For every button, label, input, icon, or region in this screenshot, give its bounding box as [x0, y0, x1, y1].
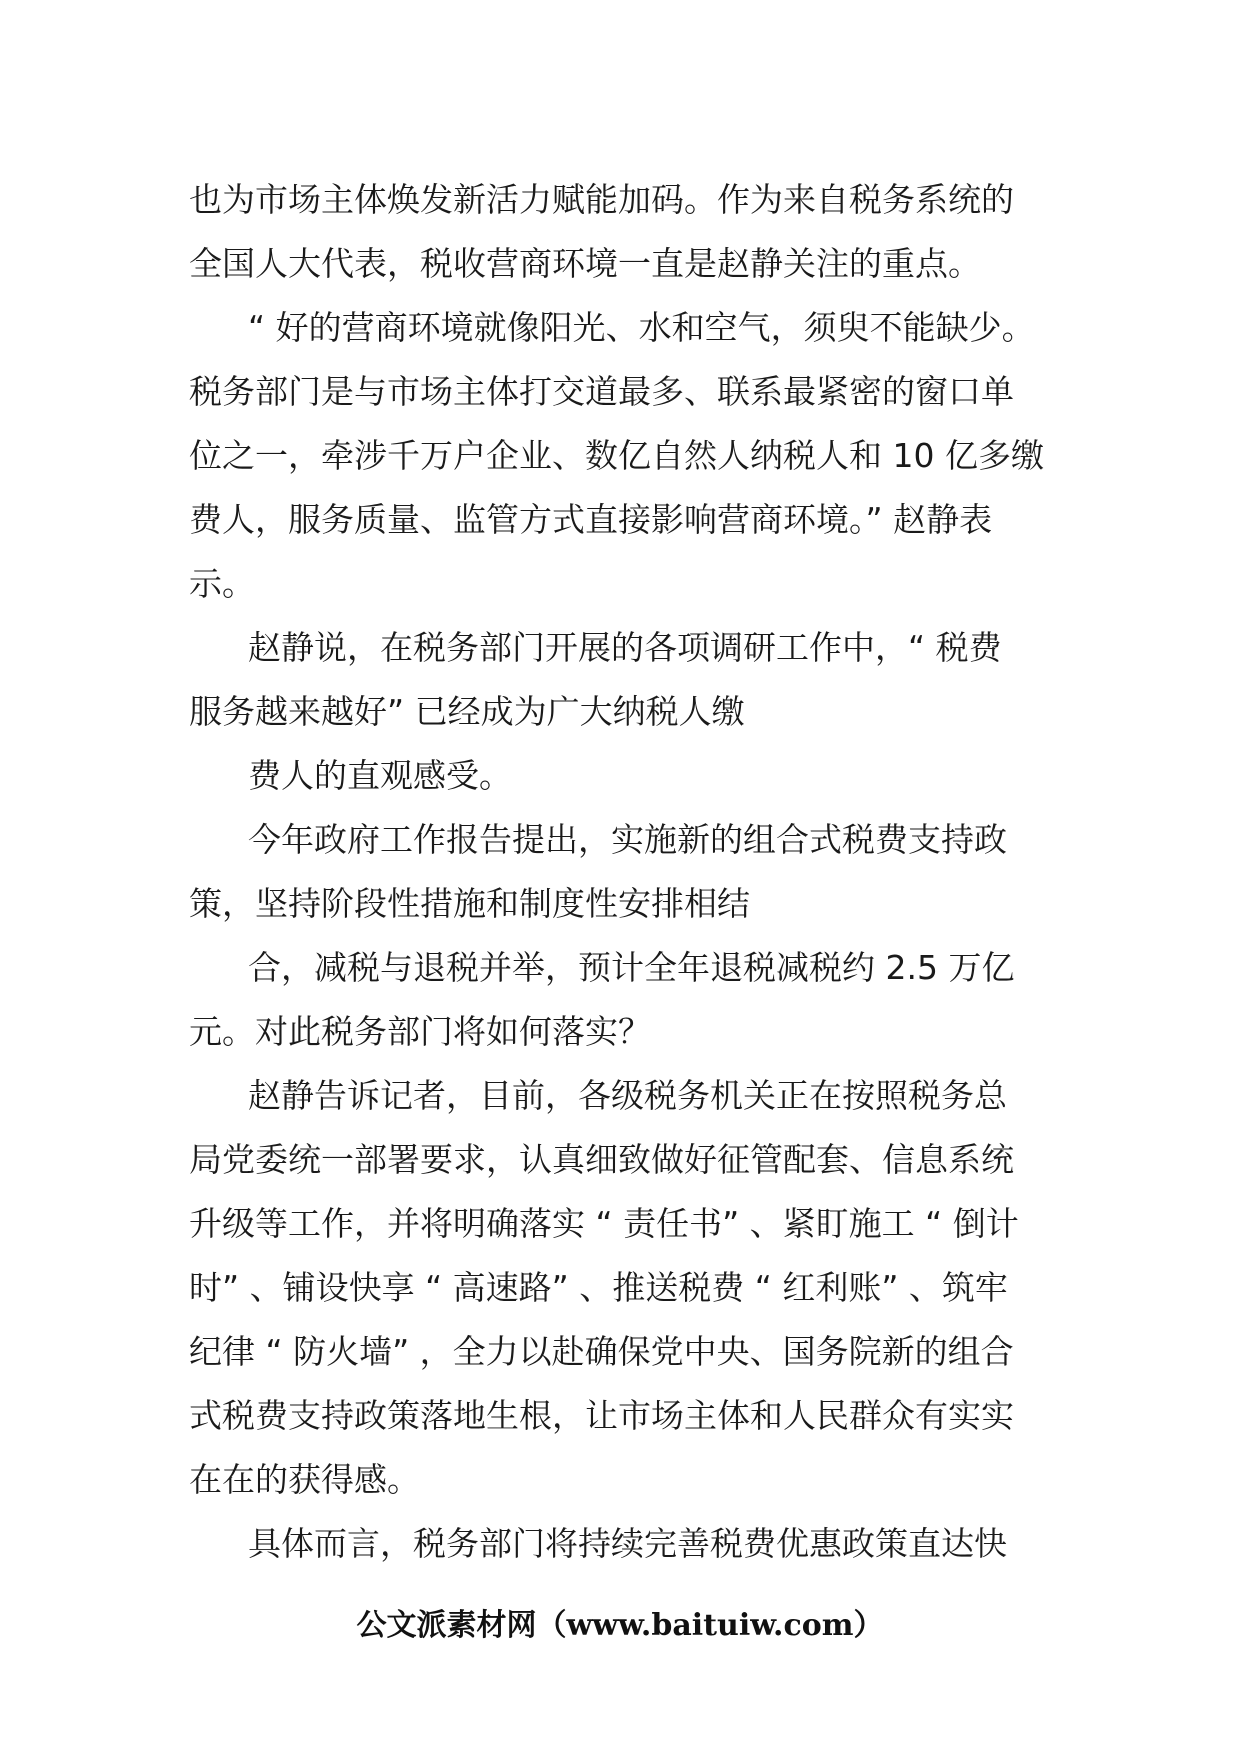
text-line: 税务部门是与市场主体打交道最多、联系最紧密的窗口单	[189, 372, 1014, 411]
text-line: 费人，服务质量、监管方式直接影响营商环境。” 赵静表	[189, 500, 993, 539]
text-line: 位之一，牵涉千万户企业、数亿自然人纳税人和 10 亿多缴	[189, 436, 1044, 475]
text-line: 在在的获得感。	[189, 1460, 420, 1499]
text-line: 示。	[189, 564, 255, 603]
text-line: 升级等工作，并将明确落实 “ 责任书” 、紧盯施工 “ 倒计	[189, 1204, 1019, 1243]
text-line: 全国人大代表，税收营商环境一直是赵静关注的重点。	[189, 244, 981, 283]
text-line: 策，坚持阶段性措施和制度性安排相结	[189, 884, 750, 923]
text-line: 服务越来越好” 已经成为广大纳税人缴	[189, 692, 745, 731]
text-line: 费人的直观感受。	[248, 756, 512, 795]
text-line: 式税费支持政策落地生根，让市场主体和人民群众有实实	[189, 1396, 1014, 1435]
text-line: 也为市场主体焕发新活力赋能加码。作为来自税务系统的	[189, 180, 1014, 219]
text-line: 具体而言，税务部门将持续完善税费优惠政策直达快	[248, 1524, 1007, 1563]
text-line: 时” 、铺设快享 “ 高速路” 、推送税费 “ 红利账” 、筑牢	[189, 1268, 1008, 1307]
text-line: “ 好的营商环境就像阳光、水和空气，须臾不能缺少。	[248, 308, 1035, 347]
footer-watermark: 公文派素材网（www.baituiw.com）	[356, 1608, 884, 1643]
text-line: 元。对此税务部门将如何落实？	[189, 1012, 651, 1051]
text-line: 赵静告诉记者，目前，各级税务机关正在按照税务总	[248, 1076, 1007, 1115]
text-line: 今年政府工作报告提出，实施新的组合式税费支持政	[248, 820, 1007, 859]
text-line: 局党委统一部署要求，认真细致做好征管配套、信息系统	[189, 1140, 1014, 1179]
text-line: 纪律 “ 防火墙” ，全力以赴确保党中央、国务院新的组合	[189, 1332, 1014, 1371]
text-line: 赵静说，在税务部门开展的各项调研工作中，“ 税费	[248, 628, 1002, 667]
text-line: 合，减税与退税并举，预计全年退税减税约 2.5 万亿	[248, 948, 1015, 987]
document-body	[189, 168, 1069, 1576]
